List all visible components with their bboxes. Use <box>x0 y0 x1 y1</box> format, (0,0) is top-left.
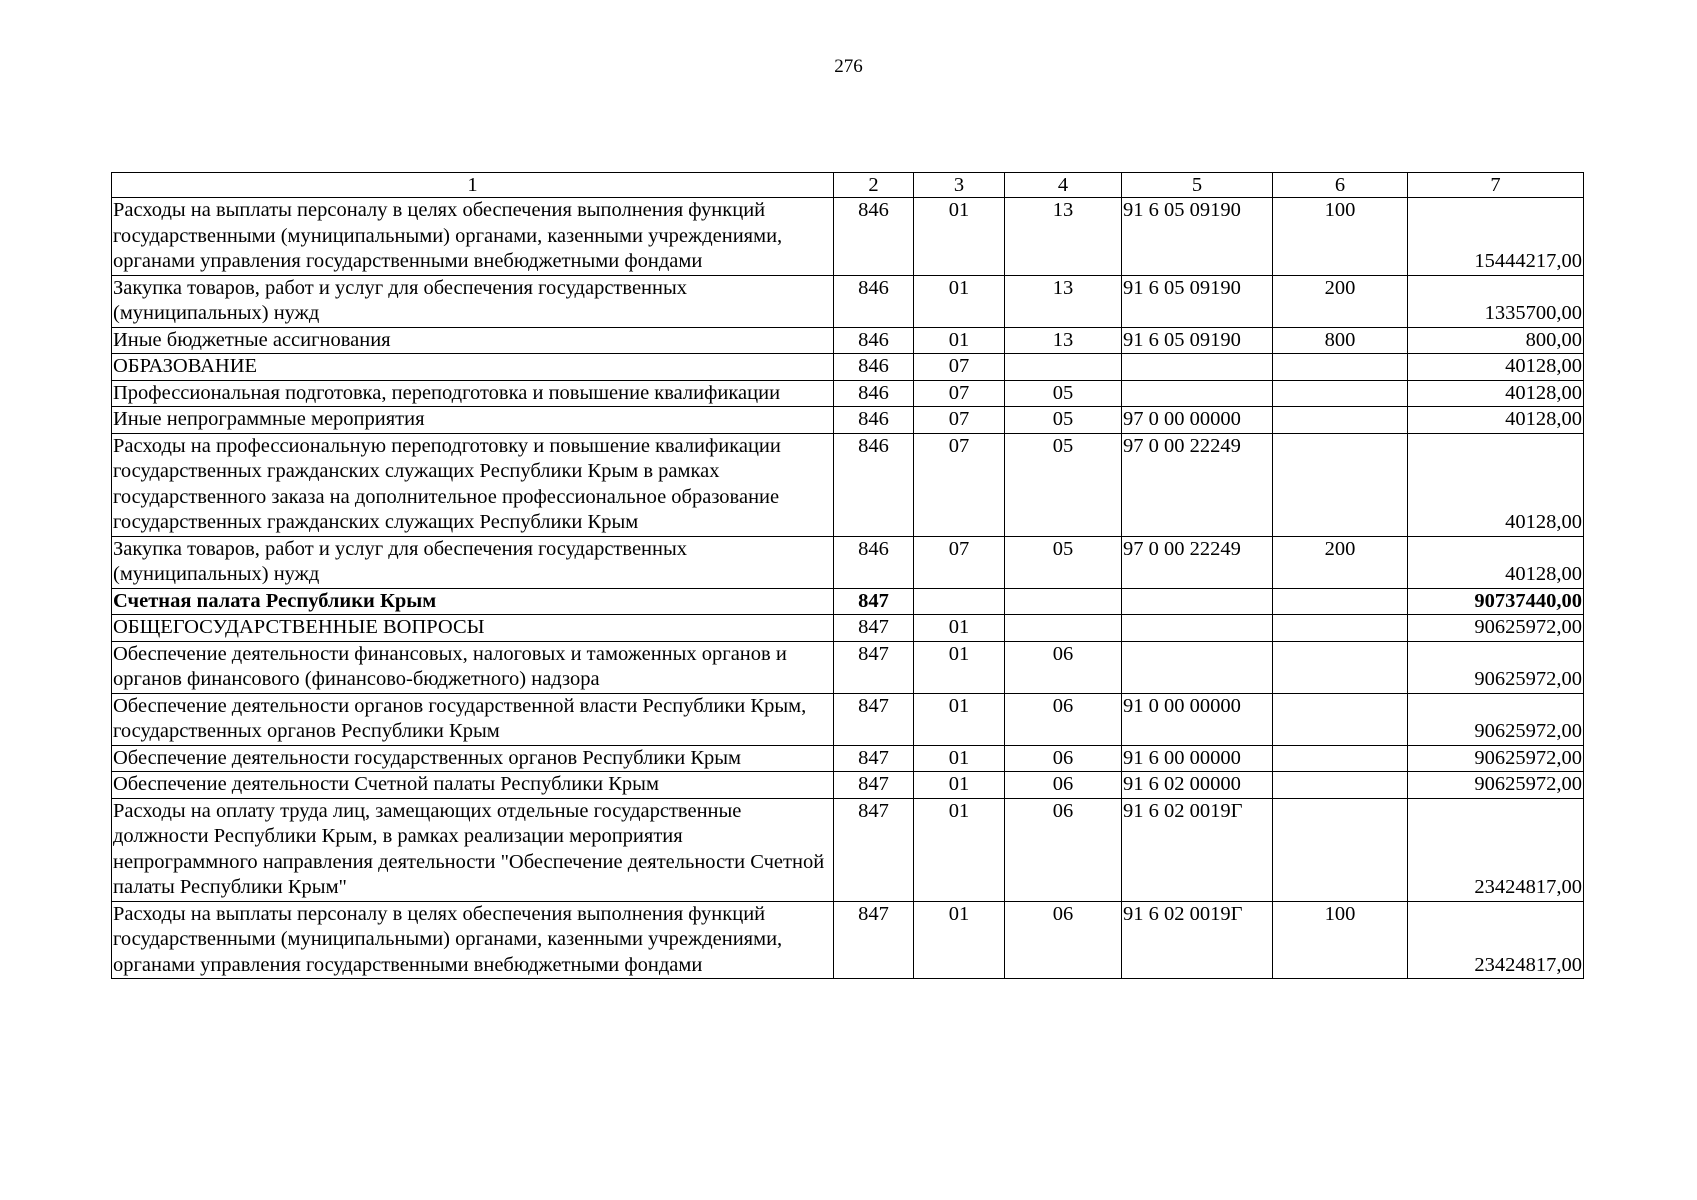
row-amount: 40128,00 <box>1408 380 1584 407</box>
row-subsection: 05 <box>1005 433 1122 536</box>
column-header: 7 <box>1408 173 1584 198</box>
row-expense-type: 200 <box>1273 275 1408 327</box>
row-expense-type <box>1273 433 1408 536</box>
row-subsection: 06 <box>1005 641 1122 693</box>
row-amount: 40128,00 <box>1408 407 1584 434</box>
row-description: ОБРАЗОВАНИЕ <box>112 354 834 381</box>
row-amount: 90625972,00 <box>1408 772 1584 799</box>
row-code-admin: 846 <box>834 275 914 327</box>
row-subsection: 13 <box>1005 327 1122 354</box>
row-section: 01 <box>914 641 1005 693</box>
table-row <box>112 901 1584 979</box>
row-target-article: 91 6 05 09190 <box>1122 198 1273 276</box>
row-code-admin: 846 <box>834 198 914 276</box>
table-row <box>112 407 1584 434</box>
row-amount: 40128,00 <box>1408 536 1584 588</box>
row-expense-type <box>1273 588 1408 615</box>
column-header: 5 <box>1122 173 1273 198</box>
row-subsection: 13 <box>1005 198 1122 276</box>
row-section: 01 <box>914 901 1005 979</box>
row-section: 01 <box>914 198 1005 276</box>
row-subsection: 06 <box>1005 798 1122 901</box>
row-description: Обеспечение деятельности Счетной палаты Республики Крым <box>112 772 834 799</box>
row-code-admin: 846 <box>834 327 914 354</box>
row-code-admin: 847 <box>834 641 914 693</box>
row-description: Иные бюджетные ассигнования <box>112 327 834 354</box>
row-section: 01 <box>914 275 1005 327</box>
row-description: Иные непрограммные мероприятия <box>112 407 834 434</box>
row-amount: 40128,00 <box>1408 354 1584 381</box>
row-amount: 90737440,00 <box>1408 588 1584 615</box>
table-row <box>112 198 1584 276</box>
row-expense-type <box>1273 407 1408 434</box>
row-subsection: 05 <box>1005 536 1122 588</box>
table-row <box>112 536 1584 588</box>
row-target-article: 91 6 02 00000 <box>1122 772 1273 799</box>
row-code-admin: 846 <box>834 433 914 536</box>
row-expense-type <box>1273 380 1408 407</box>
row-section: 07 <box>914 433 1005 536</box>
row-target-article <box>1122 641 1273 693</box>
row-section: 01 <box>914 615 1005 642</box>
row-target-article: 91 6 02 0019Г <box>1122 901 1273 979</box>
row-expense-type <box>1273 693 1408 745</box>
row-target-article: 97 0 00 22249 <box>1122 433 1273 536</box>
row-section: 07 <box>914 380 1005 407</box>
row-subsection: 06 <box>1005 901 1122 979</box>
row-target-article: 91 6 05 09190 <box>1122 275 1273 327</box>
row-target-article: 91 0 00 00000 <box>1122 693 1273 745</box>
row-subsection <box>1005 588 1122 615</box>
row-subsection: 13 <box>1005 275 1122 327</box>
row-target-article: 91 6 05 09190 <box>1122 327 1273 354</box>
row-amount: 40128,00 <box>1408 433 1584 536</box>
row-amount: 90625972,00 <box>1408 641 1584 693</box>
row-expense-type <box>1273 772 1408 799</box>
row-expense-type: 200 <box>1273 536 1408 588</box>
row-code-admin: 847 <box>834 745 914 772</box>
budget-table <box>111 172 1584 979</box>
page-number: 276 <box>834 56 863 77</box>
row-expense-type: 100 <box>1273 901 1408 979</box>
row-description: Расходы на выплаты персоналу в целях обеспечения выполнения функций государственными (муниципальными) органами, казенными учреждениями, органами управления государственными внебюджетными фондами <box>112 901 834 979</box>
row-code-admin: 847 <box>834 615 914 642</box>
row-subsection: 06 <box>1005 693 1122 745</box>
row-section: 01 <box>914 693 1005 745</box>
row-section: 07 <box>914 407 1005 434</box>
row-target-article: 91 6 02 0019Г <box>1122 798 1273 901</box>
row-target-article <box>1122 380 1273 407</box>
row-amount: 23424817,00 <box>1408 901 1584 979</box>
row-amount: 15444217,00 <box>1408 198 1584 276</box>
row-expense-type <box>1273 615 1408 642</box>
table-row <box>112 354 1584 381</box>
row-amount: 1335700,00 <box>1408 275 1584 327</box>
row-code-admin: 847 <box>834 588 914 615</box>
row-expense-type <box>1273 354 1408 381</box>
row-code-admin: 846 <box>834 354 914 381</box>
row-target-article <box>1122 354 1273 381</box>
table-row <box>112 380 1584 407</box>
row-description: Обеспечение деятельности финансовых, налоговых и таможенных органов и органов финансового (финансово-бюджетного) надзора <box>112 641 834 693</box>
row-amount: 90625972,00 <box>1408 615 1584 642</box>
row-amount: 90625972,00 <box>1408 745 1584 772</box>
row-subsection: 06 <box>1005 772 1122 799</box>
row-section: 07 <box>914 536 1005 588</box>
table-row <box>112 327 1584 354</box>
row-subsection: 05 <box>1005 407 1122 434</box>
table-row <box>112 772 1584 799</box>
row-description: Обеспечение деятельности органов государственной власти Республики Крым, государственных органов Республики Крым <box>112 693 834 745</box>
row-target-article: 97 0 00 22249 <box>1122 536 1273 588</box>
row-subsection <box>1005 354 1122 381</box>
row-subsection: 06 <box>1005 745 1122 772</box>
row-description: Расходы на профессиональную переподготовку и повышение квалификации государственных гражданских служащих Республики Крым в рамках государственного заказа на дополнительное профессиональное образование государственных гражданских служащих Республики Крым <box>112 433 834 536</box>
row-section: 01 <box>914 772 1005 799</box>
row-expense-type <box>1273 641 1408 693</box>
row-description: Обеспечение деятельности государственных органов Республики Крым <box>112 745 834 772</box>
column-header: 2 <box>834 173 914 198</box>
row-description: Закупка товаров, работ и услуг для обеспечения государственных (муниципальных) нужд <box>112 536 834 588</box>
table-row <box>112 588 1584 615</box>
table-row <box>112 615 1584 642</box>
row-expense-type <box>1273 798 1408 901</box>
row-section: 01 <box>914 327 1005 354</box>
row-code-admin: 847 <box>834 798 914 901</box>
row-section <box>914 588 1005 615</box>
table-row <box>112 641 1584 693</box>
column-header: 3 <box>914 173 1005 198</box>
row-section: 07 <box>914 354 1005 381</box>
row-description: Расходы на оплату труда лиц, замещающих отдельные государственные должности Республики Крым, в рамках реализации мероприятия непрограммного направления деятельности "Обеспечение деятельности Счетной палаты Республики Крым" <box>112 798 834 901</box>
row-description: ОБЩЕГОСУДАРСТВЕННЫЕ ВОПРОСЫ <box>112 615 834 642</box>
row-section: 01 <box>914 798 1005 901</box>
row-code-admin: 847 <box>834 772 914 799</box>
row-target-article: 91 6 00 00000 <box>1122 745 1273 772</box>
row-subsection: 05 <box>1005 380 1122 407</box>
row-description: Счетная палата Республики Крым <box>112 588 834 615</box>
table-header-row <box>112 173 1584 198</box>
row-amount: 23424817,00 <box>1408 798 1584 901</box>
row-code-admin: 847 <box>834 901 914 979</box>
column-header: 6 <box>1273 173 1408 198</box>
column-header: 4 <box>1005 173 1122 198</box>
row-amount: 800,00 <box>1408 327 1584 354</box>
table-row <box>112 693 1584 745</box>
row-target-article <box>1122 588 1273 615</box>
row-code-admin: 846 <box>834 536 914 588</box>
table-row <box>112 433 1584 536</box>
table-row <box>112 745 1584 772</box>
table-row <box>112 798 1584 901</box>
row-expense-type: 100 <box>1273 198 1408 276</box>
row-description: Профессиональная подготовка, переподготовка и повышение квалификации <box>112 380 834 407</box>
row-code-admin: 847 <box>834 693 914 745</box>
row-amount: 90625972,00 <box>1408 693 1584 745</box>
row-expense-type <box>1273 745 1408 772</box>
row-target-article <box>1122 615 1273 642</box>
row-expense-type: 800 <box>1273 327 1408 354</box>
row-description: Расходы на выплаты персоналу в целях обеспечения выполнения функций государственными (муниципальными) органами, казенными учреждениями, органами управления государственными внебюджетными фондами <box>112 198 834 276</box>
row-code-admin: 846 <box>834 380 914 407</box>
table-row <box>112 275 1584 327</box>
column-header: 1 <box>112 173 834 198</box>
row-description: Закупка товаров, работ и услуг для обеспечения государственных (муниципальных) нужд <box>112 275 834 327</box>
row-code-admin: 846 <box>834 407 914 434</box>
row-section: 01 <box>914 745 1005 772</box>
row-target-article: 97 0 00 00000 <box>1122 407 1273 434</box>
row-subsection <box>1005 615 1122 642</box>
